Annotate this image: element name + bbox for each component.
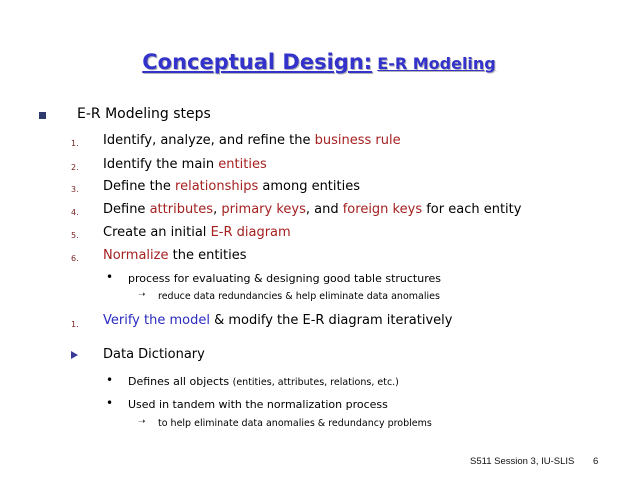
bullet-text: Defines all objects — [128, 375, 230, 388]
step-6-number: 6. — [71, 254, 79, 263]
arrow-right-icon: ➝ — [138, 417, 146, 427]
step-text: Define the — [103, 179, 176, 194]
normalize-bullet: process for evaluating & designing good table structures — [128, 272, 441, 285]
step-5 — [103, 225, 291, 240]
bullet-dot-icon: • — [106, 270, 114, 284]
keyword-attributes: attributes — [149, 202, 214, 217]
normalize-subbullet: reduce data redundancies & help eliminate data anomalies — [158, 291, 440, 302]
step-2 — [103, 157, 267, 172]
step-4-number: 4. — [71, 208, 79, 217]
keyword-entities: entities — [218, 157, 267, 172]
page-number: 6 — [593, 456, 599, 467]
step-text: Identify, analyze, and refine the — [103, 133, 315, 148]
step-5-number: 5. — [71, 231, 79, 240]
step-text: Identify the main — [103, 157, 219, 172]
step-1 — [103, 133, 401, 148]
step-text: & modify the E-R diagram iteratively — [209, 313, 453, 328]
dictionary-bullet-2: Used in tandem with the normalization process — [128, 398, 388, 411]
step-text: , — [213, 202, 222, 217]
title-main: Conceptual Design: — [142, 50, 373, 74]
title-sub: E-R Modeling — [377, 54, 496, 73]
step-text: the entities — [168, 248, 247, 263]
verify-number: 1. — [71, 320, 79, 329]
bullet-dot-icon: • — [106, 373, 114, 387]
keyword-business-rule: business rule — [314, 133, 401, 148]
step-4 — [103, 202, 521, 217]
dictionary-subbullet: to help eliminate data anomalies & redundancy problems — [158, 418, 432, 429]
step-1-number: 1. — [71, 139, 79, 148]
keyword-relationships: relationships — [175, 179, 259, 194]
step-text: , and — [305, 202, 343, 217]
footer-session: S511 Session 3, IU-SLIS — [470, 456, 575, 467]
bullet-dot-icon: • — [106, 396, 114, 410]
slide-title — [0, 50, 638, 74]
step-text: Define — [103, 202, 150, 217]
bullet-small-text: (entities, attributes, relations, etc.) — [232, 377, 399, 388]
keyword-er-diagram: E-R diagram — [210, 225, 291, 240]
dictionary-bullet-1 — [128, 375, 399, 388]
keyword-foreign-keys: foreign keys — [342, 202, 423, 217]
step-text: for each entity — [422, 202, 522, 217]
step-text: among entities — [258, 179, 360, 194]
step-2-number: 2. — [71, 163, 79, 172]
step-6 — [103, 248, 247, 263]
verify-step — [103, 313, 452, 328]
square-bullet-icon — [39, 112, 46, 119]
arrow-right-icon: ➝ — [138, 290, 146, 300]
step-3-number: 3. — [71, 185, 79, 194]
keyword-primary-keys: primary keys — [221, 202, 306, 217]
heading-er-steps: E-R Modeling steps — [77, 106, 211, 122]
step-3 — [103, 179, 360, 194]
triangle-bullet-icon — [71, 351, 78, 359]
verify-model-text: Verify the model — [103, 313, 210, 328]
keyword-normalize: Normalize — [103, 248, 169, 263]
step-text: Create an initial — [103, 225, 211, 240]
data-dictionary-heading: Data Dictionary — [103, 347, 205, 362]
